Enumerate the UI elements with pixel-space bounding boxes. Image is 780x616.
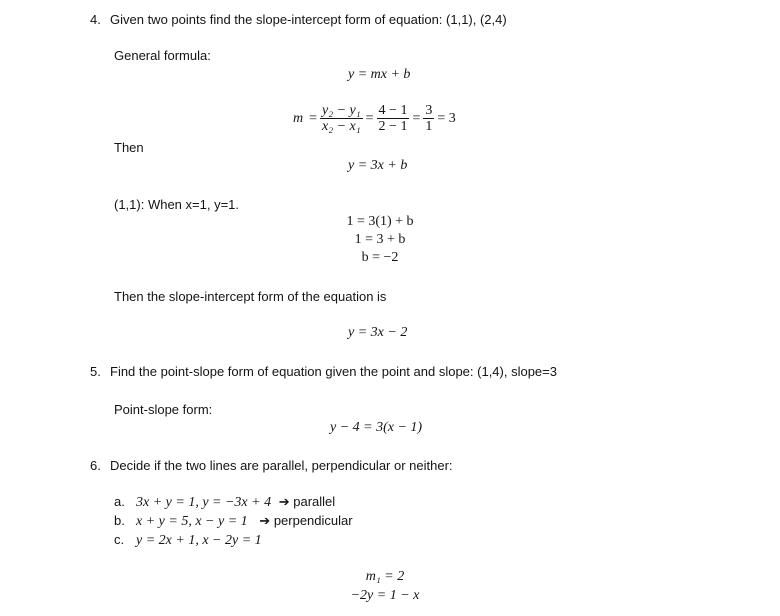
q6-number: 6. — [90, 458, 101, 473]
slope-m: m — [293, 110, 304, 126]
q4-question: Given two points find the slope-intercept form of equation: (1,1), (2,4) — [110, 12, 507, 27]
q5-form-label: Point-slope form: — [114, 402, 213, 417]
arrow-right-icon: ➔ — [278, 494, 290, 509]
slope-frac-values — [377, 103, 410, 134]
q5-number: 5. — [90, 364, 101, 379]
slope-eq-1: = — [309, 110, 318, 126]
q4-then-label: Then — [114, 140, 144, 155]
q5-answer: y − 4 = 3(x − 1) — [330, 420, 423, 435]
q4-number: 4. — [90, 12, 101, 27]
q4-general-formula: y = mx + b — [348, 67, 411, 82]
frac-general-num: y₂ − y₁ — [322, 103, 361, 118]
q5-heading — [90, 364, 557, 379]
q6-item-a-result: parallel — [293, 494, 336, 509]
slope-frac-simplified — [423, 103, 434, 134]
frac-values-num: 4 − 1 — [378, 103, 408, 118]
q4-slope-equation — [290, 103, 459, 134]
q6-work-line-2: −2y = 1 − x — [350, 588, 420, 603]
q6-question: Decide if the two lines are parallel, perpendicular or neither: — [110, 458, 453, 473]
q6-item-c-equations: y = 2x + 1, x − 2y = 1 — [136, 533, 262, 548]
q6-item-c — [114, 532, 262, 549]
q4-point-label: (1,1): When x=1, y=1. — [114, 197, 240, 212]
q4-conclusion-label: Then the slope-intercept form of the equation is — [114, 289, 387, 304]
frac-values-den: 2 − 1 — [378, 119, 408, 134]
q4-steps — [330, 213, 430, 267]
q6-item-a-letter: a. — [114, 494, 125, 509]
q6-item-a-equations: 3x + y = 1, y = −3x + 4 — [136, 495, 272, 510]
q4-general-formula-label: General formula: — [114, 48, 211, 63]
q4-step-2: 1 = 3 + b — [354, 232, 406, 247]
q4-step-3: b = −2 — [361, 250, 399, 265]
slope-frac-general — [320, 103, 363, 134]
frac-general-den: x₂ − x₁ — [322, 119, 361, 134]
q6-item-b — [114, 513, 353, 530]
q6-work-line-1: m₁ = 2 — [365, 569, 405, 584]
q4-heading — [90, 12, 507, 27]
slope-eq-3: = — [412, 110, 421, 126]
slope-result: = 3 — [437, 110, 456, 126]
q6-item-a — [114, 494, 335, 511]
q5-question: Find the point-slope form of equation given the point and slope: (1,4), slope=3 — [110, 364, 557, 379]
q4-step-1: 1 = 3(1) + b — [346, 214, 414, 229]
q6-work — [340, 567, 430, 605]
q4-final-equation: y = 3x − 2 — [348, 325, 408, 340]
q4-line-equation: y = 3x + b — [348, 158, 408, 173]
q6-item-b-letter: b. — [114, 513, 125, 528]
q6-heading — [90, 458, 453, 473]
arrow-right-icon: ➔ — [259, 513, 271, 528]
slope-eq-2: = — [365, 110, 374, 126]
frac-simplified-den: 1 — [425, 119, 433, 134]
frac-simplified-num: 3 — [425, 103, 433, 118]
q6-item-c-letter: c. — [114, 532, 125, 547]
q6-item-b-equations: x + y = 5, x − y = 1 — [136, 514, 248, 529]
q6-item-b-result: perpendicular — [273, 513, 353, 528]
